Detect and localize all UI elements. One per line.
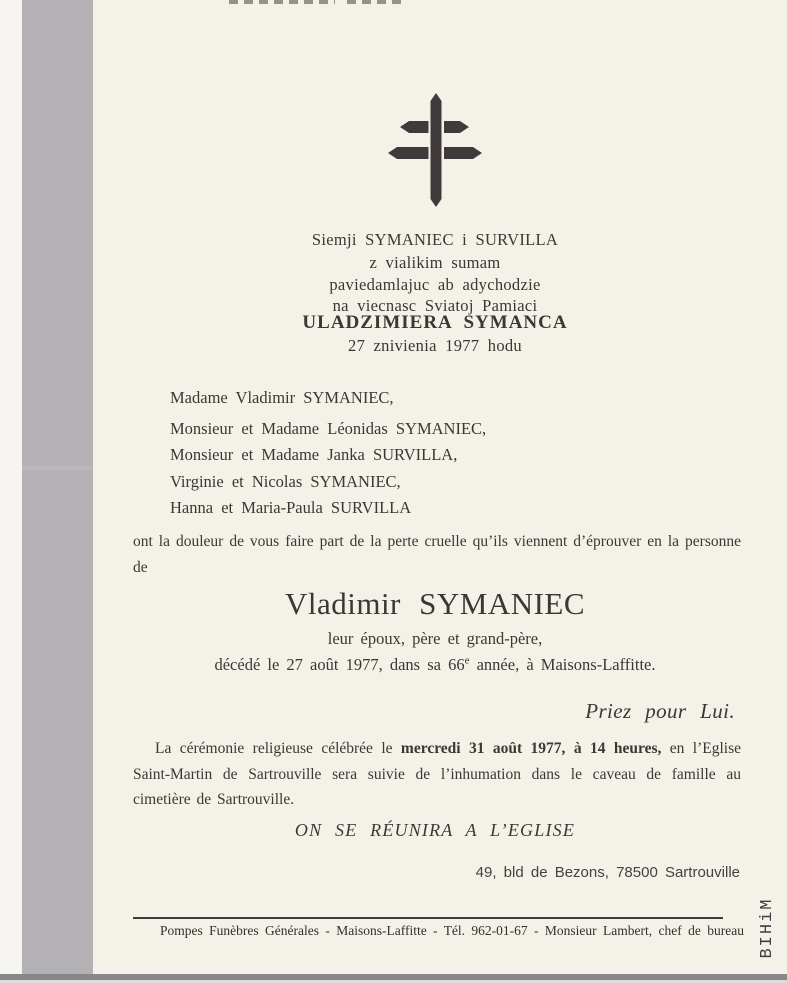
ceremony-datetime: mercredi 31 août 1977, à 14 heures,: [400, 740, 662, 757]
address-line: 49, bld de Bezons, 78500 Sartrouville: [475, 864, 740, 881]
family-member-line: Hanna et Maria-Paula SURVILLA: [170, 498, 412, 517]
belarusian-deceased-name: ULADZIMIERA SYMANCA: [302, 312, 568, 333]
ordinal-sup: e: [464, 654, 470, 667]
grief-paragraph: [133, 529, 741, 581]
belarusian-line-2: z vialikim sumam: [369, 253, 501, 272]
belarusian-line-3: paviedamlajuc ab adychodzie: [329, 275, 541, 294]
family-member-line: Monsieur et Madame Janka SURVILLA,: [170, 445, 458, 464]
library-stamp-vertical: BIHiM: [758, 897, 777, 959]
death-details-line: [110, 655, 760, 675]
binder-gray-band: [22, 0, 93, 975]
band-crease: [22, 466, 93, 471]
death-prefix: décédé le 27 août 1977, dans sa 66: [214, 655, 465, 674]
deceased-name-heading: Vladimir SYMANIEC: [284, 586, 586, 621]
funeral-home-footer: Pompes Funèbres Générales - Maisons-Laffitte - Tél. 962-01-67 - Monsieur Lambert, chef de bureau: [160, 923, 744, 938]
grief-paragraph-text: ont la douleur de vous faire part de la perte cruelle qu’ils viennent d’éprouver en la personne de: [133, 533, 741, 576]
family-member-line: Madame Vladimir SYMANIEC,: [170, 388, 394, 407]
relation-line: leur époux, père et grand-père,: [327, 629, 543, 648]
ceremony-paragraph: [133, 736, 741, 813]
death-suffix: année, à Maisons-Laffitte.: [469, 655, 656, 674]
ceremony-intro: La cérémonie religieuse célébrée le: [155, 740, 401, 757]
family-member-line: Monsieur et Madame Léonidas SYMANIEC,: [170, 419, 487, 438]
footer-rule: [133, 917, 723, 919]
left-margin-strip: [0, 0, 22, 983]
cutoff-print-fragment: [347, 0, 402, 4]
patriarchal-cross-icon: [360, 85, 520, 215]
prayer-line: Priez pour Lui.: [585, 699, 735, 723]
meeting-notice-line: ON SE RÉUNIRA A L’EGLISE: [294, 820, 576, 840]
belarusian-date-line: 27 znivienia 1977 hodu: [348, 336, 522, 355]
belarusian-line-1: Siemji SYMANIEC i SURVILLA: [311, 230, 559, 249]
family-member-line: Virginie et Nicolas SYMANIEC,: [170, 472, 401, 491]
cutoff-print-fragment: [229, 0, 335, 4]
ceremony-rest: en l’Eglise Saint-Martin de Sartrouville sera suivie de l’inhumation dans le caveau de famille au cimetière de Sartrouville.: [133, 740, 742, 808]
belarusian-line-4: na viecnasc Sviatoj Pamiaci: [332, 296, 538, 315]
